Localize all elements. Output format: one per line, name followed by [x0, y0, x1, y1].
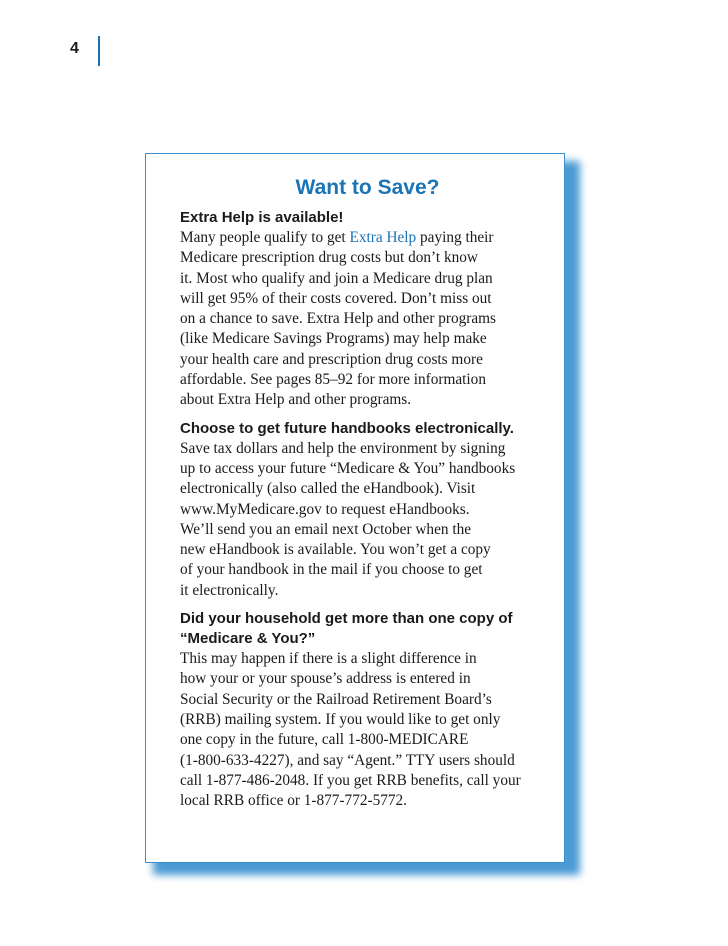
heading-line: “Medicare & You?” [180, 630, 316, 648]
body-line: (like Medicare Savings Programs) may help make [180, 330, 487, 348]
body-line: electronically (also called the eHandbook). Visit [180, 480, 476, 498]
callout-title: Want to Save? [295, 176, 440, 199]
section-heading [180, 609, 550, 649]
body-line: call 1-877-486-2048. If you get RRB benefits, call your [180, 771, 521, 789]
body-line: up to access your future “Medicare & You” handbooks [180, 459, 516, 477]
page-number-divider [98, 36, 100, 66]
section-heading [180, 419, 550, 439]
body-line: We’ll send you an email next October when the [180, 520, 472, 538]
body-line: local RRB office or 1-877-772-5772. [180, 792, 408, 810]
body-line: of your handbook in the mail if you choose to get [180, 561, 483, 579]
body-line: about Extra Help and other programs. [180, 391, 412, 409]
extra-help-link[interactable]: Extra Help [349, 229, 417, 246]
heading-line: Did your household get more than one copy of [180, 610, 513, 628]
body-line: (1-800-633-4227), and say “Agent.” TTY users should [180, 751, 515, 769]
section-ehandbook [180, 419, 550, 601]
body-line: one copy in the future, call 1-800-MEDICARE [180, 731, 469, 749]
body-line: how your or your spouse’s address is entered in [180, 670, 471, 688]
body-line: on a chance to save. Extra Help and other programs [180, 310, 497, 328]
body-line: affordable. See pages 85–92 for more information [180, 371, 486, 389]
body-line: your health care and prescription drug costs more [180, 350, 483, 368]
section-body [180, 649, 550, 811]
body-line: it electronically. [180, 581, 279, 599]
body-line: Social Security or the Railroad Retirement Board’s [180, 690, 492, 708]
want-to-save-callout [145, 153, 565, 863]
body-line: www.MyMedicare.gov to request eHandbooks. [180, 500, 470, 518]
body-line: Medicare prescription drug costs but don’t know [180, 249, 478, 267]
body-line: new eHandbook is available. You won’t get a copy [180, 541, 491, 559]
body-line: will get 95% of their costs covered. Don’t miss out [180, 289, 492, 307]
body-line [180, 228, 550, 248]
heading-line: Extra Help is available! [180, 209, 344, 226]
body-text: paying their [416, 229, 494, 246]
body-line: it. Most who qualify and join a Medicare drug plan [180, 269, 493, 287]
section-body [180, 439, 550, 601]
callout-content [180, 176, 550, 819]
section-body [180, 228, 550, 411]
body-text: Many people qualify to get [180, 229, 350, 246]
page-number: 4 [70, 40, 79, 57]
heading-line: Choose to get future handbooks electronically. [180, 419, 514, 437]
section-extra-help [180, 208, 550, 411]
body-line: This may happen if there is a slight difference in [180, 650, 477, 668]
body-line: Save tax dollars and help the environment by signing [180, 439, 506, 457]
body-line: (RRB) mailing system. If you would like to get only [180, 710, 501, 728]
section-heading [180, 208, 550, 228]
section-duplicate-copies [180, 609, 550, 811]
